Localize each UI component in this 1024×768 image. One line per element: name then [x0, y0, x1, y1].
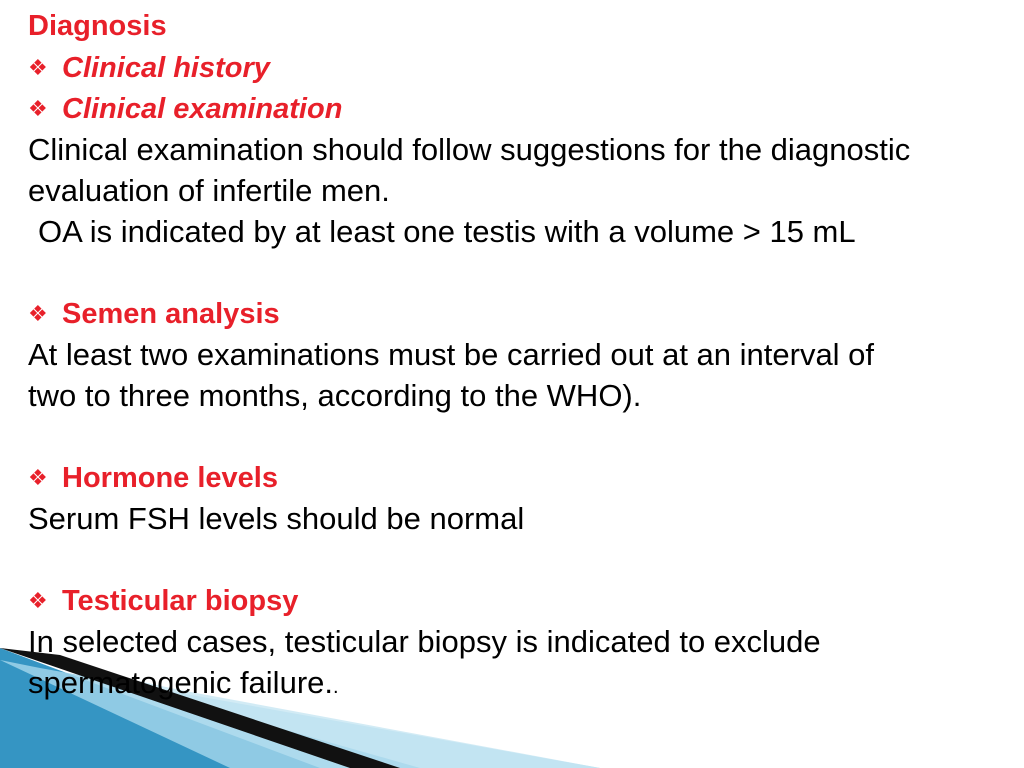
heading-text: Semen analysis [62, 298, 280, 330]
trailing-dot: . [333, 676, 339, 698]
heading-text: Clinical examination [62, 93, 343, 125]
heading-clinical-history [28, 47, 1013, 88]
slide-title: Diagnosis [28, 10, 167, 42]
exam-text-line-2: evaluation of infertile men. [28, 173, 390, 208]
heading-text: Clinical history [62, 52, 270, 84]
spacer [28, 539, 1013, 580]
heading-clinical-examination [28, 88, 1013, 129]
diamond-star-bullet-icon: ❖ [28, 588, 48, 613]
heading-testicular-biopsy [28, 580, 1013, 621]
semen-text-line-1: At least two examinations must be carried out at an interval of [28, 337, 875, 372]
heading-text: Testicular biopsy [62, 585, 299, 617]
biopsy-text-line-2 [28, 662, 1013, 703]
hormone-text-line-1: Serum FSH levels should be normal [28, 501, 525, 536]
semen-text-line-2: two to three months, according to the WHO). [28, 378, 642, 413]
slide-content [28, 6, 1013, 703]
heading-text: Hormone levels [62, 462, 278, 494]
biopsy-text: spermatogenic failure. [28, 665, 333, 700]
diamond-star-bullet-icon: ❖ [28, 465, 48, 490]
heading-semen-analysis [28, 293, 1013, 334]
diamond-star-bullet-icon: ❖ [28, 96, 48, 121]
diamond-star-bullet-icon: ❖ [28, 55, 48, 80]
diamond-star-bullet-icon: ❖ [28, 301, 48, 326]
spacer [28, 416, 1013, 457]
heading-hormone-levels [28, 457, 1013, 498]
biopsy-text-line-1: In selected cases, testicular biopsy is indicated to exclude [28, 624, 821, 659]
spacer [28, 252, 1013, 293]
exam-text-line-3: OA is indicated by at least one testis with a volume > 15 mL [38, 214, 856, 249]
exam-text-line-1: Clinical examination should follow suggestions for the diagnostic [28, 132, 911, 167]
